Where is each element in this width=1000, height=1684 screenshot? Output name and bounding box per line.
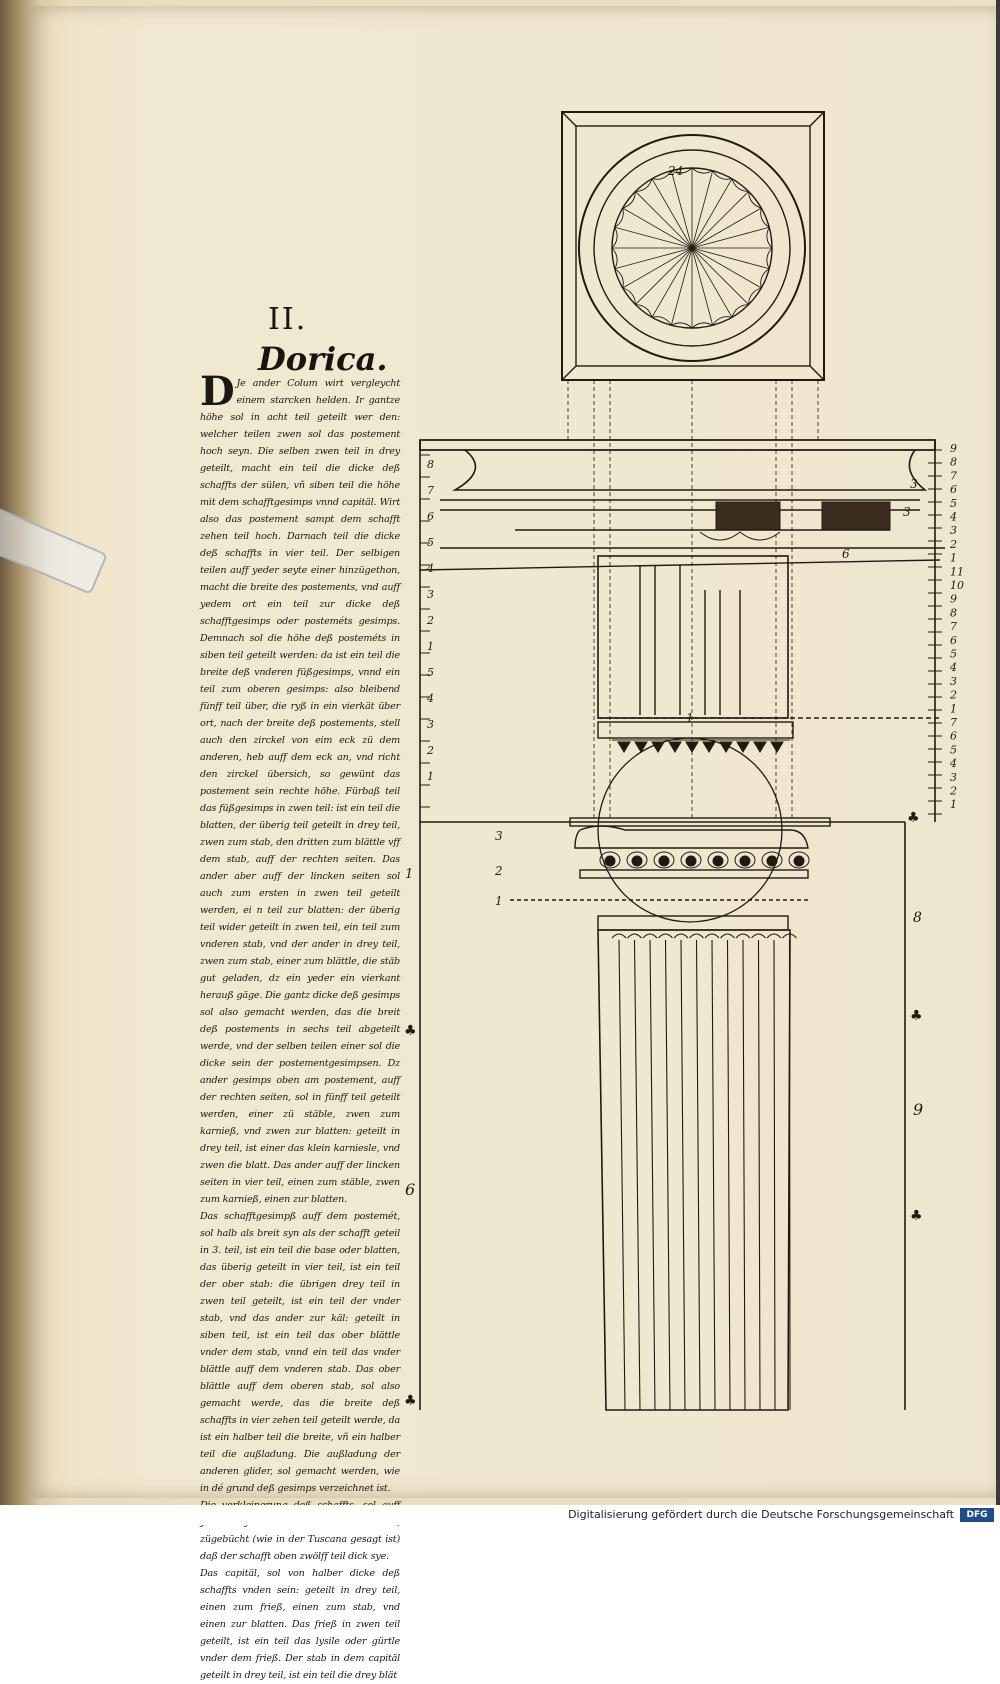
capital-label: 3 [495,829,503,843]
shaft-flute [659,934,673,1410]
scale-label: 3 [950,674,957,688]
scale-label: 5 [950,743,957,757]
scale-label: 1 [427,640,434,653]
scale-label: 4 [950,757,957,771]
club-mark: ♣ [404,1393,417,1409]
rosette-ray [652,179,692,248]
rosette-ray [692,248,769,269]
scale-label: 11 [950,565,964,579]
guttae-triangle [754,742,766,752]
scale-label: 8 [950,455,957,469]
scale-label: 7 [950,620,957,634]
rosette-ray [692,227,769,248]
guttae-triangle [669,742,681,752]
book-edge [996,0,1000,1505]
shaft-flute [783,934,797,1410]
paragraph: Das schafftgesimpß auff dem postemét, sol halb als breit syn als der schafft geteil in 3. teil, ist ein teil die base oder blatten, das überig geteilt in vier teil, ist ein teil der ober stab: die übrigen drey teil in zwen teil geteilt, ist ein teil der vnder stab, vnd das ander zur käl: geteilt in siben teil, ist ein teil das ober blättle vnder dem stab, vnnd ein teil das vnder blättle auff dem vnderen stab. Das ober blättle auff dem oberen stab, sol also gemacht werde, das die breite deß schaffts in vier zehen teil geteilt werde, da ist ein halber teil die breite, vñ ein halber teil die außladung. Die außladung der anderen glider, sol gemacht werden, wie in dé grund deß gesimps verzeichnet ist. [200,1211,400,1494]
scale-label: 7 [950,469,957,483]
shaft-flute [752,934,766,1410]
capital-label: 1 [686,711,694,725]
club-mark: ♣ [907,810,920,826]
guttae-triangle [618,742,630,752]
funding-credit: Digitalisierung gefördert durch die Deutsche Forschungsgemeinschaft [568,1508,954,1521]
shaft-flute [643,934,657,1410]
egg-core [713,856,723,866]
scale-label: 5 [427,536,434,549]
cornice-label: 3 [910,477,918,491]
scale-label: 6 [950,483,957,497]
scale-label: 6 [950,633,957,647]
scale-label: 4 [950,510,957,524]
rosette-ray [652,248,692,317]
rosette-ray [692,248,761,288]
rosette-ray [692,208,761,248]
drop-cap: D [200,368,235,415]
shaft-flute [736,934,750,1410]
shaft-flute [767,934,781,1410]
margin-number: 1 [405,867,414,882]
cornice-cymatium [455,450,925,490]
egg-core [767,856,777,866]
scale-label: 1 [950,798,957,812]
base-fillet [598,722,793,738]
scale-label: 1 [950,551,957,565]
rosette-ray [635,248,692,305]
scale-label: 8 [950,606,957,620]
club-mark: ♣ [910,1008,923,1024]
shaft-flute [721,934,735,1410]
egg-core [740,856,750,866]
footer-bar [0,1505,1000,1525]
cornice-dark-block-left [716,502,780,530]
scale-label: 4 [427,692,434,705]
rosette-label: 24 [668,164,684,178]
guttae-triangle [771,742,783,752]
capital-astragal [580,870,808,878]
cornice-top-fillet [420,440,935,450]
scale-label: 7 [950,716,957,729]
scale-label: 3 [950,524,957,538]
rosette-ray [692,248,749,305]
shaft-mark: 9 [913,1100,924,1119]
scale-label: 4 [950,661,957,675]
paragraph: Das capitäl, sol von halber dicke deß schaffts vnden sein: geteilt in drey teil, einen zum frieß, einen zum stab, vnd einen zur blatten. Das frieß in zwen teil geteilt, ist ein teil das lysile oder gürtle vnder dem frieß. Der stab in dem capitäl geteilt in drey teil, ist ein teil die drey blät [200,1568,400,1681]
guttae-triangle [737,742,749,752]
scale-label: 2 [427,614,434,627]
capital-label: 1 [495,894,503,908]
scale-label: 2 [950,537,957,551]
rosette-ray [692,191,749,248]
capital-echinus [575,826,808,848]
cornice-label: 6 [842,547,850,561]
rosette-ray [692,171,713,248]
rosette-ray [692,248,713,325]
shaft-flute [674,934,688,1410]
shaft-flute [628,934,642,1410]
rosette-ray [623,208,692,248]
scale-label: 5 [950,647,957,661]
rosette-ray [671,171,692,248]
guttae-triangle [703,742,715,752]
paragraph: zügebücht (wie in der Tuscana gesagt ist) daß der schafft oben zwölff teil dick sye. [200,1534,400,1562]
paragraph: Je ander Colum wirt vergleycht einem starcken helden. Ir gantze höhe sol in acht teil geteilt wer den: welcher teilen zwen sol das postement hoch seyn. Die selben zwen teil in drey geteilt, macht ein teil die dicke deß schaffts der sülen, vñ siben teil die höhe mit dem schafftgesimps vnnd capitäl. Wirt also das postement sampt dem schafft zehen teil hoch. Darnach teil die dicke deß schaffts in vier teil. Der selbigen teilen auff yeder seyte einer hinzügethon, macht die breite des postements, vnd auff yedem ort ein teil zur dicke deß schafftgesimps oder posteméts gesimps. Demnach sol die höhe deß posteméts in siben teil geteilt werden: da ist ein teil die breite deß vnderen füßgesimps, vnnd ein teil zum oberen gesimps: also bleibend fünff teil über, die ryß in ein vierkät über ort, nach der breite deß postements, stell auch den zirckel von eim eck zü dem anderen, heb auff dem eck an, vnd richt den zirckel übersich, so gewünt das postement sein rechte höhe. Fürbaß teil das füßgesimps in zwen teil: ist ein teil die blatten, der überig teil geteilt in drey teil, zwen zum stab, den dritten zum blättle vff dem stab, auff der rechten seiten. Das ander aber auff der lincken seiten sol auch zum ersten in zwen teil geteilt werden, ei n teil zur blatten: der überig teil wider geteilt in zwen teil, ein teil zum vnderen stab, vnd der ander in drey teil, zwen zum stab, einer zum blättle, die stäb gut geladen, dz ein yeder ein vierkant herauß gäge. Die gantz dicke deß gesimps sol also gemacht werden, das die breit deß postements in sechs teil abgeteilt werde, vnd der selben teilen einer sol die dicke sein der postementgesimpsen. Dz ander gesimps oben am postement, auff der rechten seiten, sol in fünff teil geteilt werden, einer zü stäble, zwen zum karnieß, vnd zwen zur blatten: geteilt in drey teil, ist einer das klein karniesle, vnd zwen die blatt. Das ander auff der lincken seiten in vier teil, einen zum stäble, zwen zum karnieß, einen zur blatten. [200,378,400,1205]
shaft-top-ring [598,916,788,930]
scale-label: 8 [427,458,434,471]
fluted-shaft [598,930,790,1410]
egg-core [659,856,669,866]
egg-core [794,856,804,866]
rosette-ray [671,248,692,325]
scale-label: 2 [427,744,434,757]
rosette-ray [692,179,732,248]
margin-number: 6 [405,1180,416,1199]
club-mark: ♣ [910,1208,923,1224]
scale-label: 3 [427,588,434,601]
scale-label: 9 [950,442,957,455]
rosette-ray [615,248,692,269]
chapter-title: Dorica. [258,340,388,378]
scale-label: 6 [427,510,434,523]
shaft-flute [705,934,719,1410]
scale-label: 2 [950,688,957,702]
rosette-ray [692,248,732,317]
shaft-flute [690,934,704,1410]
egg-core [605,856,615,866]
guttae-triangle [635,742,647,752]
pedestal-die [598,556,788,718]
scale-label: 10 [950,579,964,592]
guttae-triangle [686,742,698,752]
rosette-ray [635,191,692,248]
shaft-mark: 8 [913,910,922,926]
scale-label: 7 [427,484,434,497]
cornice-dark-block-right [822,502,890,530]
scale-label: 3 [950,770,957,784]
club-mark: ♣ [404,1023,417,1039]
scale-label: 5 [950,496,957,510]
scale-label: 9 [950,592,957,606]
capital-label: 2 [495,864,503,878]
egg-core [632,856,642,866]
scale-label: 3 [427,718,434,731]
scale-label: 2 [950,784,957,798]
chapter-number: II. [268,302,308,337]
scale-label: 1 [427,770,434,783]
rosette-ray [615,227,692,248]
cornice-label: 3 [903,505,911,519]
egg-core [686,856,696,866]
dfg-logo: DFG [960,1508,994,1522]
scale-label: 5 [427,666,434,679]
rosette-ray [623,248,692,288]
scale-label: 6 [950,729,957,743]
shaft-flute [612,934,626,1410]
scale-label: 1 [950,702,957,716]
scale-label: 4 [427,562,434,575]
